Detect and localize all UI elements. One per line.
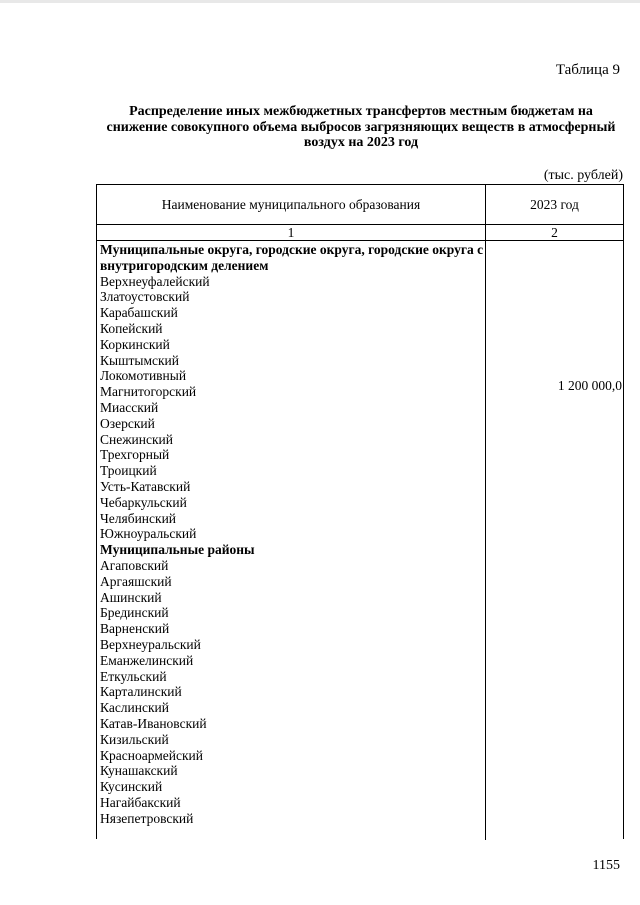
table-row: Южноуральский <box>100 526 197 542</box>
table-row: Копейский <box>100 320 163 336</box>
table-row: Карабашский <box>100 305 178 321</box>
table-row: Кунашакский <box>100 763 178 779</box>
value-column <box>486 241 623 840</box>
table-row: Снежинский <box>100 431 173 447</box>
table-row: Озерский <box>100 415 155 431</box>
scan-edge <box>0 0 640 3</box>
table-row: Аргаяшский <box>100 573 172 589</box>
distribution-table <box>96 184 624 839</box>
table-body <box>97 241 623 840</box>
table-row: Усть-Катавский <box>100 478 191 494</box>
group-list-okruga <box>100 274 485 543</box>
table-row: Трехгорный <box>100 447 170 463</box>
table-row: Карталинский <box>100 684 182 700</box>
table-row: Верхнеуфалейский <box>100 273 210 289</box>
table-header <box>97 185 623 225</box>
table-row: Нагайбакский <box>100 794 181 810</box>
table-row: Кизильский <box>100 731 169 747</box>
table-row: Чебаркульский <box>100 494 187 510</box>
table-row: Троицкий <box>100 463 157 479</box>
table-row: Верхнеуральский <box>100 636 201 652</box>
group-title-okruga: Муниципальные округа, городские округа, городские округа с внутригородским делением <box>100 242 484 273</box>
document-title: Распределение иных межбюджетных трансфертов местным бюджетам на снижение совокупного объема выбросов загрязняющих веществ в атмосферный воздух на 2023 год <box>106 104 616 150</box>
table-row: Ашинский <box>100 589 162 605</box>
table-row: Златоустовский <box>100 289 190 305</box>
municipality-column <box>97 241 486 840</box>
table-row: Катав-Ивановский <box>100 715 207 731</box>
table-row: Каслинский <box>100 700 169 716</box>
table-row: Кусинский <box>100 779 163 795</box>
total-value: 1 200 000,0 <box>557 378 622 393</box>
units-note: (тыс. рублей) <box>543 168 623 183</box>
column-numbers-row <box>97 225 623 241</box>
table-row: Челябинский <box>100 510 177 526</box>
table-row: Коркинский <box>100 336 170 352</box>
table-row: Нязепетровский <box>100 810 194 826</box>
table-row: Еткульский <box>100 668 167 684</box>
header-municipality: Наименование муниципального образования <box>97 185 486 224</box>
table-row: Миасский <box>100 399 159 415</box>
table-row: Кыштымский <box>100 352 179 368</box>
table-row: Агаповский <box>100 557 169 573</box>
table-row: Локомотивный <box>100 368 187 384</box>
group-title-rayony: Муниципальные районы <box>100 542 255 558</box>
column-number-1: 1 <box>97 225 486 240</box>
column-number-2: 2 <box>551 225 558 240</box>
group-list-rayony <box>100 558 485 827</box>
header-year: 2023 год <box>530 196 579 212</box>
table-row: Красноармейский <box>100 747 204 763</box>
table-row: Магнитогорский <box>100 384 197 400</box>
table-row: Варненский <box>100 621 170 637</box>
table-label: Таблица 9 <box>555 62 620 78</box>
page-number: 1155 <box>592 858 620 873</box>
table-row: Еманжелинский <box>100 652 194 668</box>
table-row: Брединский <box>100 605 169 621</box>
